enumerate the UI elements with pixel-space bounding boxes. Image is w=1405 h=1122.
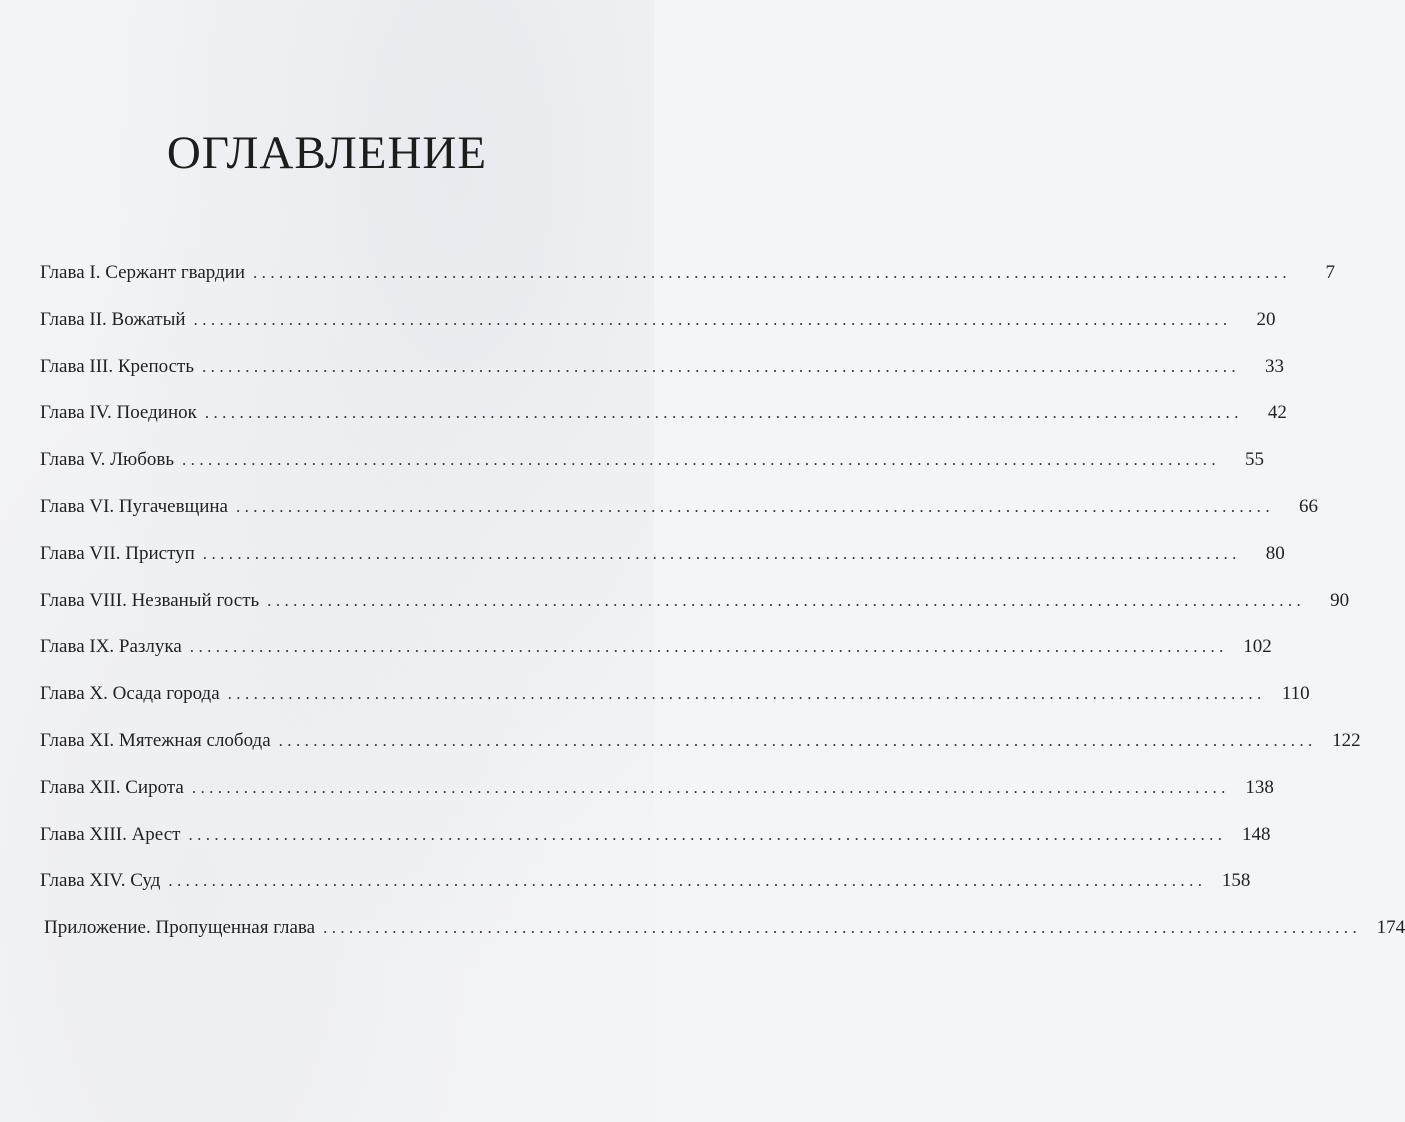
toc-chapter-title: Глава II. Вожатый bbox=[40, 308, 186, 330]
toc-page-number: 90 bbox=[1330, 589, 1350, 611]
toc-page-number: 174 bbox=[1376, 917, 1405, 939]
toc-leader-dots: ........................................................................................................................ bbox=[235, 496, 1274, 516]
toc-leader-dots: ........................................................................................................................ bbox=[193, 309, 1232, 329]
toc-chapter-title: Глава VII. Приступ bbox=[40, 542, 195, 564]
toc-page-number: 7 bbox=[1325, 262, 1336, 283]
toc-entry bbox=[40, 823, 1271, 871]
toc-chapter-title: Глава III. Крепость bbox=[40, 355, 195, 377]
toc-chapter-title: Приложение. Пропущенная глава bbox=[44, 917, 316, 939]
toc-leader-dots: ........................................................................................................................ bbox=[182, 450, 1221, 470]
toc-entry bbox=[40, 589, 1350, 637]
toc-chapter-title: Глава X. Осада города bbox=[40, 683, 220, 705]
toc-entry bbox=[40, 355, 1285, 403]
toc-entry bbox=[40, 402, 1287, 449]
toc-page-number: 20 bbox=[1256, 308, 1276, 330]
toc-chapter-title: Глава XIV. Суд bbox=[40, 870, 161, 892]
toc-page-number: 122 bbox=[1332, 729, 1361, 751]
toc-page-number: 66 bbox=[1298, 495, 1318, 517]
toc-chapter-title: Глава IV. Поединок bbox=[40, 402, 197, 424]
toc-entry bbox=[40, 729, 1361, 777]
toc-leader-dots: ........................................................................................................................ bbox=[204, 403, 1243, 423]
toc-chapter-title: Глава XII. Сирота bbox=[40, 776, 184, 798]
toc-chapter-title: Глава VI. Пугачевщина bbox=[40, 495, 228, 517]
toc-entry bbox=[40, 917, 1405, 964]
toc-page-number: 102 bbox=[1243, 636, 1272, 658]
toc-entry bbox=[40, 636, 1272, 683]
toc-page-number: 42 bbox=[1267, 402, 1287, 424]
toc-leader-dots: ........................................................................................................................ bbox=[202, 543, 1241, 563]
toc-chapter-title: Глава VIII. Незваный гость bbox=[40, 589, 260, 611]
toc-entry bbox=[40, 776, 1274, 824]
toc-leader-dots: ........................................................................................................................ bbox=[227, 684, 1266, 704]
toc-entry bbox=[40, 683, 1310, 730]
toc-leader-dots: ........................................................................................................................ bbox=[189, 637, 1228, 657]
toc-page-number: 80 bbox=[1265, 542, 1285, 564]
toc-entry bbox=[40, 308, 1276, 356]
toc-chapter-title: Глава V. Любовь bbox=[40, 449, 175, 471]
toc-page-number: 55 bbox=[1245, 449, 1265, 471]
toc-leader-dots: ........................................................................................................................ bbox=[278, 730, 1317, 750]
table-of-contents bbox=[40, 262, 1405, 964]
toc-chapter-title: Глава IX. Разлука bbox=[40, 636, 182, 658]
toc-leader-dots: ........................................................................................................................ bbox=[267, 590, 1306, 610]
toc-entry bbox=[40, 542, 1285, 590]
toc-page-number: 148 bbox=[1241, 823, 1271, 845]
toc-leader-dots: ........................................................................................................................ bbox=[168, 871, 1207, 891]
toc-leader-dots: ........................................................................................................................ bbox=[253, 263, 1292, 282]
toc-page-number: 158 bbox=[1221, 870, 1251, 892]
toc-chapter-title: Глава I. Сержант гвардии bbox=[40, 262, 246, 283]
toc-page-number: 138 bbox=[1245, 776, 1274, 798]
toc-entry bbox=[40, 262, 1336, 309]
toc-leader-dots: ........................................................................................................................ bbox=[323, 918, 1362, 938]
toc-leader-dots: ........................................................................................................................ bbox=[202, 356, 1241, 376]
toc-leader-dots: ........................................................................................................................ bbox=[188, 824, 1227, 844]
toc-chapter-title: Глава XIII. Арест bbox=[40, 823, 181, 845]
toc-entry bbox=[40, 449, 1265, 496]
toc-chapter-title: Глава XI. Мятежная слобода bbox=[40, 729, 271, 751]
toc-page-number: 33 bbox=[1265, 355, 1285, 377]
toc-leader-dots: ........................................................................................................................ bbox=[191, 777, 1230, 797]
toc-entry bbox=[40, 495, 1318, 543]
page-title: ОГЛАВЛЕНИЕ bbox=[166, 127, 488, 179]
toc-entry bbox=[40, 870, 1251, 917]
toc-page-number: 110 bbox=[1281, 683, 1310, 705]
